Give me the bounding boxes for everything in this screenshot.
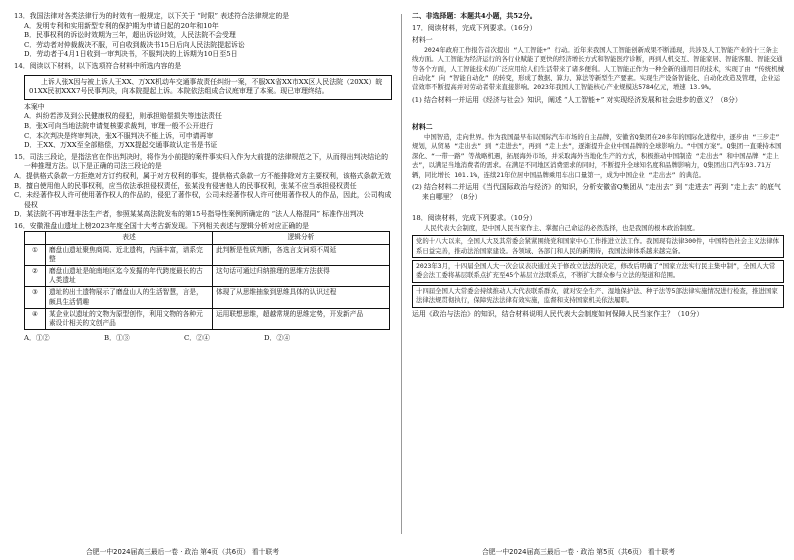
row-number: ③	[25, 287, 46, 308]
row-analysis: 这句话可通过归纳推理的思维方法获得	[213, 266, 390, 287]
q18-ask: 运用《政治与法治》的知识，结合材料说明人民代表大会制度如何保障人民当家作主？（10分）	[412, 309, 704, 318]
q17-material1-text: 2024年政府工作报告首次提出 “人工智能+” 行动。近年来我国人工智能创新成果不断涌现，共涉及人工智能产业的十三条主线方面。人工智能为经济运行的各行业赋能了更快的经济增长方式和智能医疗诊断，再到人机交互、智能家居、智能客服、智能交通等各个方面，人工智能技术的广泛应用给人们生活带来了诸多便利。人工智能正作为一种全新的通用目的技术，实现了由 “传统机械自动化” 向 “智能自动化” 的转变，形成了数据、算力、算法等新型生产要素。实现生产设备智能化、自动化改造及管理，企业运营效率不断提高并对劳动者带来直接影响。2023年我国人工智能核心产业规模达5784亿元，增速 13.9%。	[412, 45, 784, 92]
table-header-num	[25, 232, 46, 244]
q16-answer-c: C．②④	[184, 334, 210, 343]
question-14	[14, 62, 392, 151]
row-analysis: 体现了从思维抽象到思维具体的认识过程	[213, 287, 390, 308]
q14-material-text: 上诉人张X因与被上诉人王XX、万XX机动车交通事故责任纠纷一案，不服XX省XX市XX区人民法院（20XX）皖01XX民初XXX7号民事判决，向本院提起上诉。本院依法组成合议庭审理了本案。现已审理终结。	[29, 77, 383, 96]
answer-space	[412, 202, 784, 212]
table-row	[25, 308, 390, 329]
row-analysis: 运用联想思维，超越常规的思维定势，开发新产品	[213, 308, 390, 329]
q16-answers	[14, 334, 392, 344]
q18-material-box-1: 党的十八大以来，全国人大及其常委会紧紧围绕党和国家中心工作推进立法工作。我国现有法律300件，中国特色社会主义法律体系日益完善，推动法治国家建设。各领域、各部门和人民的新期待，我国法律体系越来越完备。	[412, 235, 784, 258]
q17-material2-label: 材料二	[412, 123, 433, 132]
q18-stem: 18．阅读材料，完成下列要求。（10分）	[412, 214, 537, 223]
q14-stem: 14．阅读以下材料，以下选项符合材料中所选内容的是	[14, 61, 182, 70]
row-statement: 磨盘山遗址聚焦商周、近北遗构，内涵丰富，谱系完整	[46, 244, 213, 265]
table-header-row	[25, 232, 390, 244]
q13-option-d: D．劳动者于4月1日收到一审判决书，不服判决的上诉期为10日至5日	[24, 50, 238, 59]
question-13	[14, 12, 392, 60]
q14-sub: 本案中	[24, 102, 45, 111]
row-analysis: 此判断是性质判断，各选言支词项不周延	[213, 244, 390, 265]
q14-option-c: C．本次判决是终审判决，张X不服判决不能上诉，可申请再审	[24, 131, 214, 140]
q13-option-c: C．劳动者对仲裁裁决不服，可自收到裁决书15日后向人民法院提起诉讼	[24, 40, 245, 49]
q17-stem: 17．阅读材料，完成下列要求。（16分）	[412, 23, 537, 32]
q13-stem: 13．我国法律对各类法律行为的时效有一般规定，以下关于 “时限” 表述符合法律规定的是	[14, 12, 290, 20]
q18-intro: 人民代表大会制度，是中国人民当家作主、掌握自己命运的必然选择，也是我国的根本政治制度。	[424, 223, 699, 232]
q16-answer-a: A．①②	[24, 334, 50, 343]
q17-material1-label: 材料一	[412, 36, 433, 45]
q16-answer-b: B．①③	[104, 334, 130, 343]
row-statement: 某企业以遗址的文物为原型创作，利用文物的各种元素设计相关的文创产品	[46, 308, 213, 329]
q15-option-b: B．擅自使用他人的民事权利，应当依法承担侵权责任，张某没有侵害他人的民事权利，张某不应当承担侵权责任	[14, 181, 357, 190]
q16-answer-d: D．②④	[264, 334, 291, 343]
question-16	[14, 222, 392, 344]
question-15	[14, 153, 392, 220]
q16-table	[24, 231, 390, 330]
q14-option-b: B．张X可向当地法院申请复核要求裁判，审理一般不公开进行	[24, 121, 214, 130]
answer-space	[412, 105, 784, 123]
row-number: ②	[25, 266, 46, 287]
q15-option-a: A．提供格式条款一方拒绝对方订约权利，属于对方权利的事实，提供格式条款一方不能排除对方主要权利，该格式条款无效	[14, 171, 392, 180]
q18-material-box-2: 2023年3月，十四届全国人大一次会议表决通过关于修改立法法的决定，修改后明确了“国家立法实行民主集中制”，全国人大常委会法工委将基层联系点扩充至45个基层立法联系点，不断扩大群众参与立法的渠道和范围。	[412, 260, 784, 283]
q14-material-box	[24, 75, 392, 100]
right-footer: 合肥一中2024届高三最后一卷 · 政治 第5页（共6页） 看十联考	[482, 548, 676, 556]
question-17	[412, 24, 784, 213]
q17-ask2: (2) 结合材料二并运用《当代国际政治与经济》的知识，分析安徽省Q集团从 “走出去” 到 “走进去” 再到 “走上去” 的底气来自哪里？（8分）	[412, 183, 781, 201]
q14-option-d: D．王XX、万XX至全部赔偿，万XX提起交通事故认定书是书证	[24, 141, 218, 150]
q14-option-a: A．纠纷若涉及到公民健康权的侵犯，则承担赔偿损失等违法责任	[24, 112, 222, 121]
left-footer: 合肥一中2024届高三最后一卷 · 政治 第4页（共6页） 看十联考	[86, 548, 280, 556]
q13-option-b: B．民事权利的诉讼时效期为三年，超出诉讼时效，人民法院不会受理	[24, 31, 236, 40]
table-row	[25, 287, 390, 308]
row-number: ①	[25, 244, 46, 265]
q17-material2-text: 中国智造，走向世界。作为我国最早布局国际汽车市场的自主品牌，安徽省Q集团在20多年的国际化进程中，逐步由 “三步走” 规划，从贸易 “走出去” 到 “走进去”，再到 “走上去”，逐渐提升企业中国品牌的全球影响力。“中国方案”。Q集团一直秉持本国深化、“一带一路” 等战略机遇，拓展海外市场，并采取海外当地化生产的方式，积极推动中国制造 “走出去” 和中国品牌 “走上去”，以满足当地消费者的需求。在满足不同地区消费需求的同时，不断提升全球知名度和品牌影响力，Q集团出口汽车93.71万辆，同比增长 101.1%，连续21年位居中国品牌乘用车出口量第一，成为中国企业 “走出去” 的典范。	[412, 133, 782, 179]
q17-ask1: (1) 结合材料一并运用《经济与社会》知识，阐述 “人工智能+” 对实现经济发展和社会进步的意义？（8分）	[412, 95, 742, 104]
column-divider	[401, 14, 402, 534]
q18-material-box-3: 十四届全国人大常委会持续推动人大代表联系群众，就对安全生产、湿地保护法、种子法等5部法律实施情况进行检查，推进国家法律法规贯彻执行，保障宪法法律有效实施，监督和支持国家机关依法履职。	[412, 285, 784, 308]
section-title: 二、非选择题：本题共4小题，共52分。	[412, 12, 537, 20]
q16-stem: 16．安徽淮盘山遗址上榜2023年度全国十大考古新发现。下列相关表述与逻辑分析对应正确的是	[14, 221, 310, 230]
q13-option-a: A．发明专利和实用新型专利的保护期为申请日起的20年和10年	[24, 21, 219, 30]
row-number: ④	[25, 308, 46, 329]
question-18	[412, 214, 784, 319]
right-column	[412, 12, 784, 319]
table-header-analysis: 逻辑分析	[213, 232, 390, 244]
table-header-statement: 表述	[46, 232, 213, 244]
table-row	[25, 244, 390, 265]
row-statement: 遗址的出土遗物展示了磨盘山人的生活智慧，言是，颇具生活情趣	[46, 287, 213, 308]
left-column	[14, 12, 392, 344]
row-statement: 磨盘山遗址是皖南地区迄今发掘的年代跨度最长的古人类遗址	[46, 266, 213, 287]
q15-stem: 15．司法三段论，是指法官在作出判决时，将作为小前提的案件事实归入作为大前提的法律规范之下，从而得出判决结论的一种推理方法。以下是正确的司法三段论的是	[14, 152, 388, 171]
q15-option-d: D．某法院不再审理非法生产者，参照某某高法院发布的第15号指导性案例所确定的 “法人人格混同” 标准作出判决	[14, 210, 364, 219]
q15-option-c: C．未经著作权人许可使用著作权人的作品的，侵犯了著作权，公司未经著作权人许可使用著作权人的作品，因此，公司构成侵权	[14, 191, 392, 209]
table-row	[25, 266, 390, 287]
